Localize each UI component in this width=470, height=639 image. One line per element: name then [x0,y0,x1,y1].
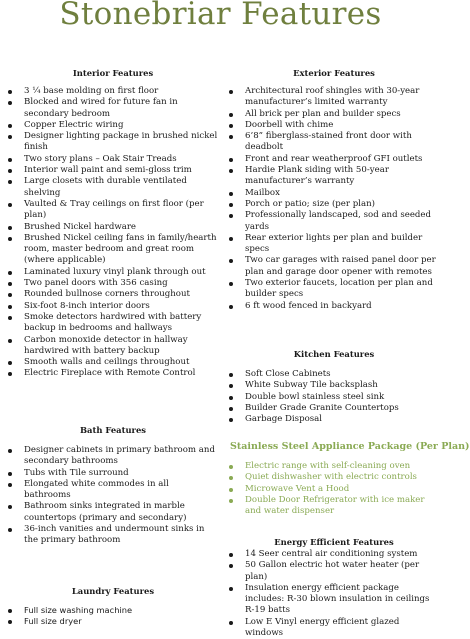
bullet-icon [8,305,12,309]
list-item [8,86,218,97]
list-item [229,369,439,380]
list-item [229,233,439,256]
list-item [8,616,218,627]
list-item-text: 36-inch vanities and undermount sinks in the primary bathroom [24,524,205,546]
list-item-text: 6 ft wood fenced in backyard [245,300,372,311]
list-item-text: 3 ¼ base molding on first floor [24,86,159,96]
bullet-icon [8,316,12,320]
list-item [229,154,439,165]
list-item-text: Two panel doors with 356 casing [24,278,168,289]
list-item-text: Front and rear weatherproof GFI outlets [245,153,423,164]
list-item-text: Interior wall paint and semi-gloss trim [24,165,192,176]
list-item-text: Builder Grade Granite Countertops [245,402,399,413]
bullet-icon [229,282,233,286]
list-item-text: Brushed Nickel hardware [24,221,137,232]
list-item [229,403,439,414]
list-item-text: Vaulted & Tray ceilings on first floor (per plan) [24,198,204,221]
list-item-text: Two car garages with raised panel door per plan and garage door opener with remotes [245,255,436,277]
list-item [229,392,439,403]
bullet-icon [229,169,233,173]
list-item-text: White Subway Tile backsplash [245,380,378,391]
bullet-icon [8,339,12,343]
list-item [229,131,439,154]
list-item [229,484,439,495]
list-item [229,278,439,301]
list-item [229,414,439,425]
bullet-icon [8,372,12,376]
list-item [229,199,439,210]
list-item [229,255,439,278]
exterior-list [229,86,439,312]
bullet-icon [229,465,233,469]
bullet-icon [229,373,233,377]
list-item [8,176,218,199]
list-item [229,188,439,199]
appliance-list [229,461,439,517]
bullet-icon [8,282,12,286]
bullet-icon [8,449,12,453]
list-item [229,617,439,639]
bullet-icon [8,483,12,487]
list-item-text: Double bowl stainless steel sink [245,391,385,402]
bullet-icon [229,418,233,422]
list-item [8,335,218,358]
list-item-text: 14 Seer central air conditioning system [245,549,418,559]
appliance-heading: Stainless Steel Appliance Package (Per Plan) [230,441,470,452]
list-item-text: Quiet dishwasher with electric controls [245,472,417,483]
list-item-text: Mailbox [245,187,280,198]
list-item-text: Copper Electric wiring [24,119,124,130]
list-item [8,479,218,502]
list-item [229,210,439,233]
list-item-text: Low E Vinyl energy efficient glazed windows [245,616,400,639]
list-item-text: Electric Fireplace with Remote Control [24,368,196,379]
list-item-text: Insulation energy efficient package includes: R-30 blown insulation in ceilings R-19 batts [245,582,430,616]
bullet-icon [229,124,233,128]
list-item-text: Rounded bullnose corners throughout [24,289,190,300]
list-item [8,120,218,131]
list-item [8,605,218,616]
list-item [229,109,439,120]
bullet-icon [8,528,12,532]
bullet-icon [229,553,233,557]
kitchen-list [229,369,439,425]
bullet-icon [8,158,12,162]
bullet-icon [229,192,233,196]
list-item [8,445,218,468]
bullet-icon [229,621,233,625]
list-item [8,301,218,312]
list-item-text: Garbage Disposal [245,414,323,425]
interior-list [8,86,218,380]
bullet-icon [229,476,233,480]
list-item [229,380,439,391]
list-item-text: Doorbell with chime [245,119,334,130]
list-item-text: Carbon monoxide detector in hallway hardwired with battery backup [24,334,188,356]
list-item [8,165,218,176]
bullet-icon [8,226,12,230]
list-item [8,368,218,379]
list-item-text: Blocked and wired for future fan in secondary bedroom [24,97,178,119]
bullet-icon [8,293,12,297]
bullet-icon [8,169,12,173]
list-item-text: Large closets with durable ventilated shelving [24,176,187,198]
list-item [8,289,218,300]
bullet-icon [229,499,233,503]
bullet-icon [8,271,12,275]
list-item-text: Full size washing machine [24,605,133,615]
bullet-icon [229,113,233,117]
bath-heading: Bath Features [79,425,147,435]
bullet-icon [229,587,233,591]
list-item-text: Bathroom sinks integrated in marble countertops (primary and secondary) [24,501,187,523]
energy-heading: Energy Efficient Features [274,537,394,547]
bullet-icon [229,259,233,263]
list-item-text: Rear exterior lights per plan and builder specs [245,232,423,255]
bullet-icon [8,124,12,128]
bullet-icon [8,361,12,365]
list-item [8,312,218,335]
bullet-icon [8,90,12,94]
list-item [8,278,218,289]
list-item [229,549,439,560]
list-item-text: Brushed Nickel ceiling fans in family/hearth room, master bedroom and great room (where applicable) [24,232,217,266]
bullet-icon [229,488,233,492]
bullet-icon [8,620,12,624]
bullet-icon [8,135,12,139]
list-item [229,165,439,188]
list-item [229,495,439,518]
bullet-icon [8,472,12,476]
exterior-heading: Exterior Features [293,68,375,78]
list-item-text: Two story plans – Oak Stair Treads [24,153,177,164]
bullet-icon [229,237,233,241]
bullet-icon [229,214,233,218]
list-item-text: Professionally landscaped, sod and seeded yards [245,210,431,232]
list-item-text: All brick per plan and builder specs [245,108,401,119]
list-item-text: Designer cabinets in primary bathroom and secondary bathrooms [24,445,215,467]
interior-heading: Interior Features [72,68,154,78]
list-item [229,301,439,312]
laundry-list [8,605,218,628]
bullet-icon [229,305,233,309]
list-item-text: Laminated luxury vinyl plank through out [24,266,206,277]
list-item-text: Smoke detectors hardwired with battery backup in bedrooms and hallways [24,311,202,334]
bullet-icon [229,90,233,94]
bullet-icon [229,384,233,388]
bullet-icon [8,237,12,241]
bullet-icon [8,609,12,613]
list-item-text: Microwave Vent a Hood [245,483,350,494]
bullet-icon [8,101,12,105]
kitchen-heading: Kitchen Features [293,349,375,359]
list-item-text: Designer lighting package in brushed nickel finish [24,131,218,153]
bullet-icon [8,505,12,509]
list-item-text: Hardie Plank siding with 50-year manufacturer’s warranty [245,165,389,187]
bullet-icon [8,203,12,207]
list-item-text: Double Door Refrigerator with ice maker and water dispenser [245,494,425,517]
list-item-text: Soft Close Cabinets [245,369,331,379]
list-item [8,131,218,154]
bullet-icon [229,158,233,162]
bullet-icon [229,135,233,139]
list-item [8,267,218,278]
energy-list [229,549,439,639]
list-item-text: Two exterior faucets, location per plan and builder specs [245,278,433,300]
list-item [229,461,439,472]
list-item-text: Architectural roof shingles with 30-year manufacturer’s limited warranty [245,86,420,108]
list-item-text: Electric range with self-cleaning oven [245,461,411,471]
bullet-icon [229,396,233,400]
list-item-text: Tubs with Tile surround [24,467,129,478]
bath-list [8,445,218,547]
list-item [8,199,218,222]
list-item [229,86,439,109]
bullet-icon [8,180,12,184]
list-item [8,222,218,233]
bullet-icon [229,564,233,568]
list-item [8,233,218,267]
list-item [8,501,218,524]
bullet-icon [229,407,233,411]
laundry-heading: Laundry Features [71,586,155,596]
bullet-icon [229,203,233,207]
list-item-text: 50 Gallon electric hot water heater (per plan) [245,560,420,582]
list-item [8,357,218,368]
list-item [8,468,218,479]
list-item [8,97,218,120]
list-item-text: 6’8” fiberglass-stained front door with deadbolt [245,131,412,153]
list-item [8,154,218,165]
list-item [8,524,218,547]
list-item-text: Elongated white commodes in all bathrooms [24,478,169,501]
list-item [229,120,439,131]
list-item-text: Full size dryer [24,616,82,627]
list-item [229,560,439,583]
list-item-text: Six-foot 8-inch interior doors [24,300,150,311]
list-item [229,583,439,617]
list-item [229,472,439,483]
list-item-text: Porch or patio; size (per plan) [245,198,375,209]
page-title: Stonebriar Features [59,0,382,32]
list-item-text: Smooth walls and ceilings throughout [24,357,190,368]
